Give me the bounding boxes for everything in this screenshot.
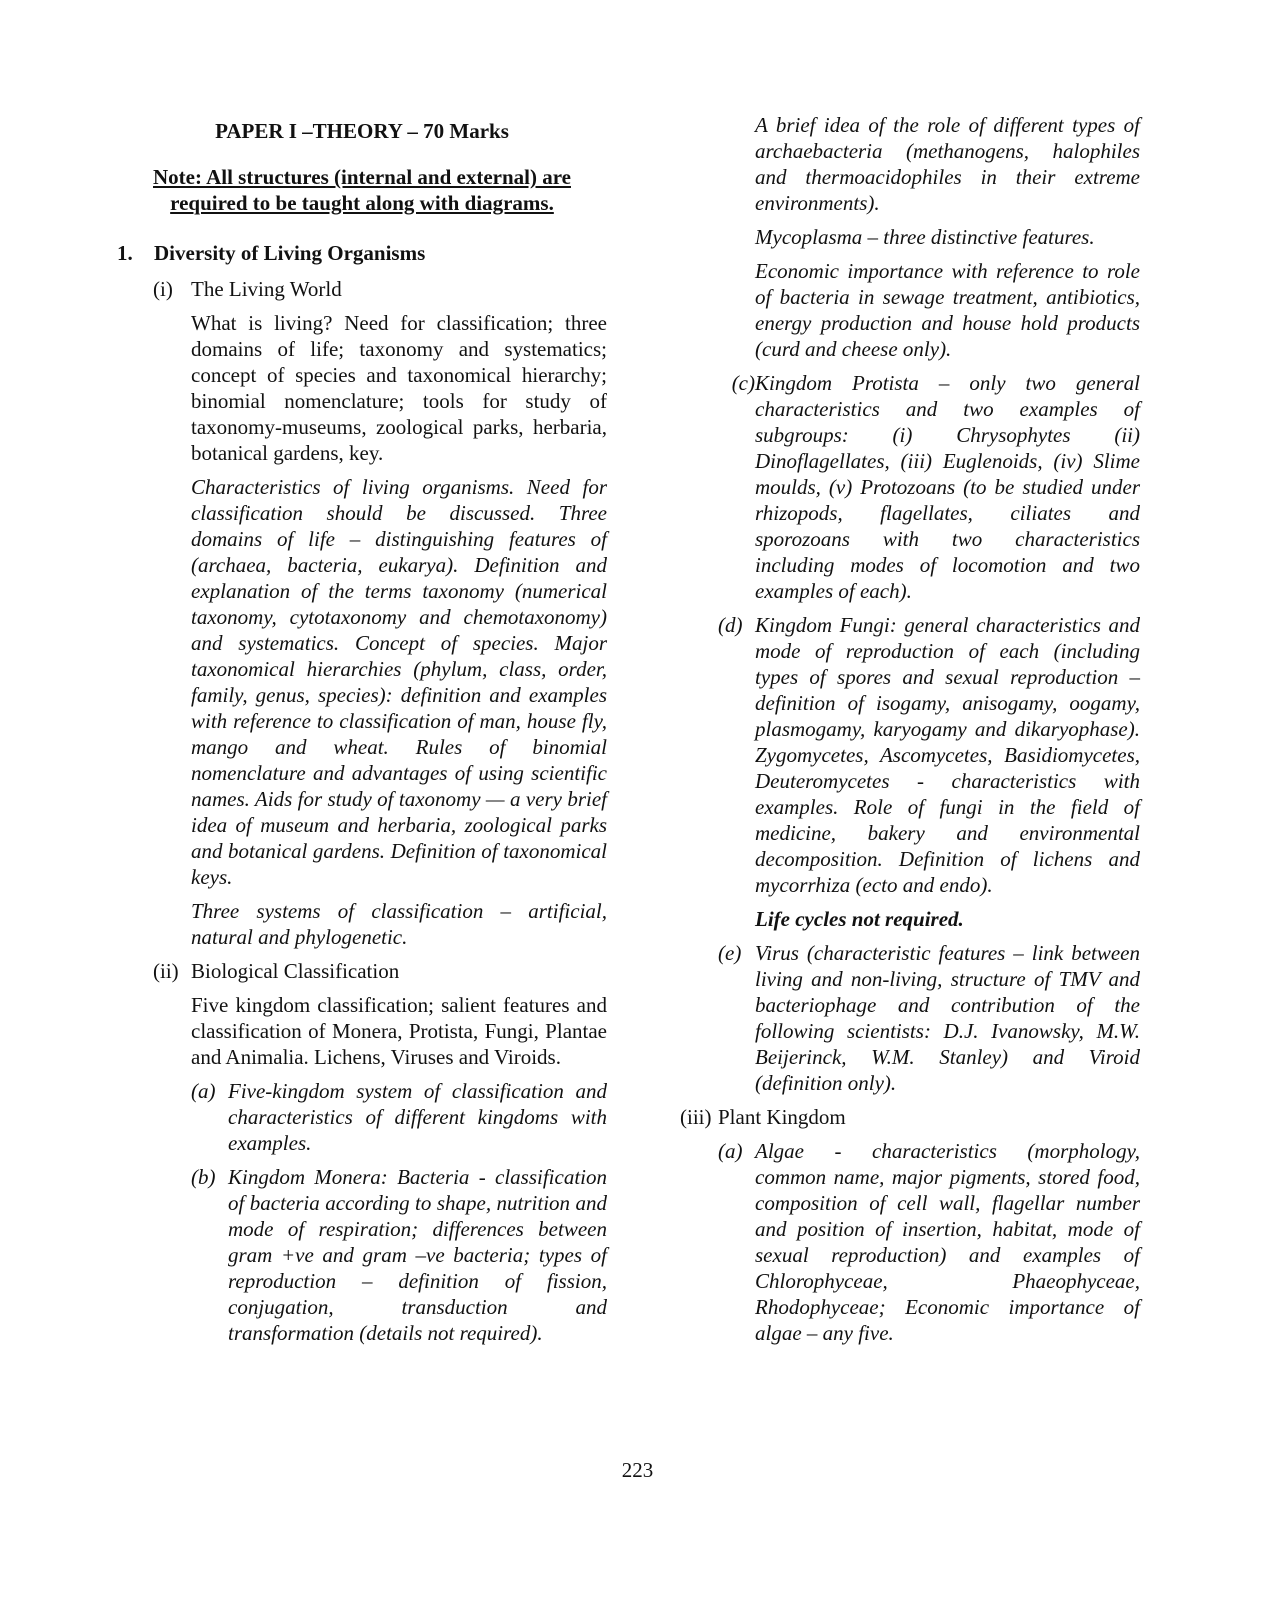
list-item [718, 1138, 1140, 1346]
page-number: 223 [621, 1458, 654, 1482]
subsection-heading-ii [153, 958, 607, 984]
subsection-label: Plant Kingdom [718, 1105, 846, 1129]
list-item-text: Kingdom Protista – only two general characteristics and two examples of subgroups: (i) Chrysophytes (ii) Dinoflagellates, (iii) Euglenoids, (iv) Slime moulds, (v) Protozoans (to be studied under rhizopods, flagellates, ciliates and sporozoans with two characteristics including modes of locomotion and two examples of each). [755, 371, 1140, 603]
subsection-number: (iii) [680, 1105, 712, 1129]
section-heading [117, 240, 607, 266]
list-item [718, 940, 1140, 1096]
living-world-details: Characteristics of living organisms. Need for classification should be discussed. Three domains of life – distinguishing features of (archaea, bacteria, eukarya). Definition and explanation of the terms taxonomy (numerical taxonomy, cytotaxonomy and chemotaxonomy) and systematics. Concept of species. Major taxonomical hierarchies (phylum, class, order, family, genus, species): definition and examples with reference to classification of man, house fly, mango and wheat. Rules of binomial nomenclature and advantages of using scientific names. Aids for study of taxonomy — a very brief idea of museum and herbaria, zoological parks and botanical gardens. Definition of taxonomical keys. [191, 475, 607, 889]
list-item [728, 370, 1140, 604]
living-world-paragraph: What is living? Need for classification; three domains of life; taxonomy and systematics; concept of species and taxonomical hierarchy; binomial nomenclature; tools for study of taxonomy-museums, zoological parks, herbaria, botanical gardens, key. [191, 311, 607, 465]
list-item-label: (e) [718, 941, 742, 965]
economic-importance-paragraph: Economic importance with reference to role of bacteria in sewage treatment, antibiotics, energy production and house hold products (curd and cheese only). [755, 259, 1140, 361]
list-item-text: Kingdom Monera: Bacteria - classification of bacteria according to shape, nutrition and mode of respiration; differences between gram +ve and gram –ve bacteria; types of reproduction – definition of fission, conjugation, transduction and transformation (details not required). [228, 1165, 607, 1345]
list-item [191, 1078, 607, 1156]
list-item-text: Kingdom Fungi: general characteristics and mode of reproduction of each (including types of spores and sexual reproduction – definition of isogamy, anisogamy, oogamy, plasmogamy, karyogamy and dikaryophase). Zygomycetes, Ascomycetes, Basidiomycetes, Deuteromycetes - characteristics with examples. Role of fungi in the field of medicine, bakery and environmental decomposition. Definition of lichens and mycorrhiza (ecto and endo). [755, 613, 1140, 897]
subsection-label: The Living World [191, 277, 342, 301]
subsection-number: (i) [153, 277, 173, 301]
subsection-number: (ii) [153, 959, 179, 983]
list-item-text: Algae - characteristics (morphology, common name, major pigments, stored food, composition of cell wall, flagellar number and position of insertion, habitat, mode of sexual reproduction) and examples of Chlorophyceae, Phaeophyceae, Rhodophyceae; Economic importance of algae – any five. [755, 1139, 1140, 1345]
list-item-label: (c) [731, 371, 755, 395]
subsection-label: Biological Classification [191, 959, 400, 983]
list-item [718, 612, 1140, 898]
paper-title: PAPER I –THEORY – 70 Marks [215, 119, 509, 143]
archaebacteria-paragraph: A brief idea of the role of different types of archaebacteria (methanogens, halophiles and thermoacidophiles in their extreme environments). [755, 113, 1140, 215]
life-cycles-note: Life cycles not required. [755, 907, 964, 931]
section-label: Diversity of Living Organisms [154, 241, 426, 265]
classification-systems-paragraph: Three systems of classification – artificial, natural and phylogenetic. [191, 899, 607, 949]
subsection-heading-i [153, 276, 607, 302]
list-item-label: (d) [718, 613, 743, 637]
subsection-heading-iii [680, 1104, 1140, 1130]
list-item-label: (b) [191, 1165, 216, 1189]
list-item-text: Five-kingdom system of classification and characteristics of different kingdoms with examples. [228, 1079, 607, 1155]
left-column [117, 112, 607, 1354]
right-column [680, 112, 1140, 1354]
biological-classification-paragraph: Five kingdom classification; salient features and classification of Monera, Protista, Fungi, Plantae and Animalia. Lichens, Viruses and Viroids. [191, 993, 607, 1069]
list-item-text: Virus (characteristic features – link between living and non-living, structure of TMV and bacteriophage and contribution of the following scientists: D.J. Ivanowsky, M.W. Beijerinck, W.M. Stanley) and Viroid (definition only). [755, 941, 1140, 1095]
note-heading: Note: All structures (internal and external) are required to be taught along with diagrams. [153, 165, 571, 215]
section-number: 1. [117, 241, 133, 265]
mycoplasma-paragraph: Mycoplasma – three distinctive features. [755, 225, 1095, 249]
list-item [191, 1164, 607, 1346]
list-item-label: (a) [191, 1079, 216, 1103]
list-item-label: (a) [718, 1139, 743, 1163]
